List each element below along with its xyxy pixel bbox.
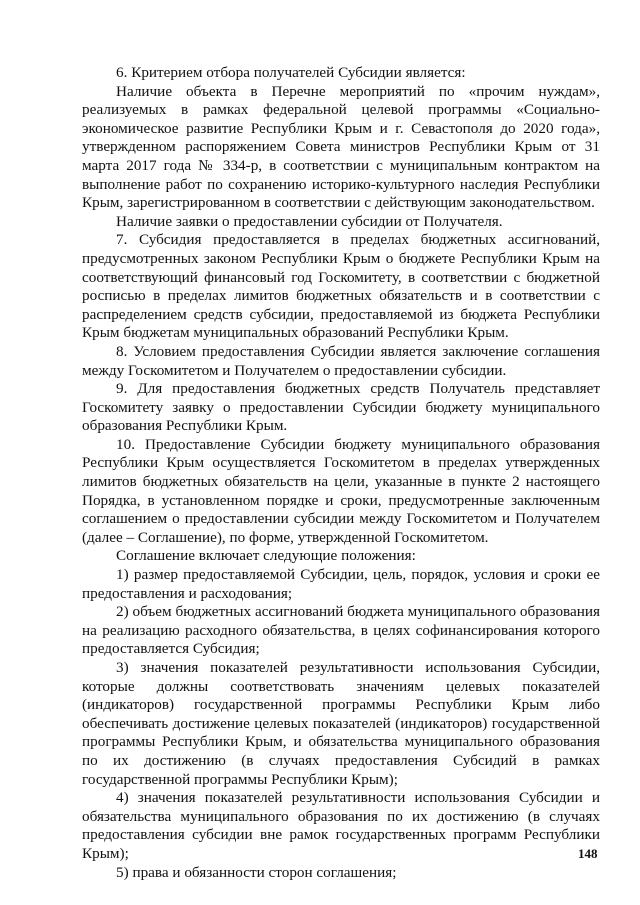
paragraph-subitem-1: 1) размер предоставляемой Субсидии, цель, порядок, условия и сроки ее предоставления и расходования;: [82, 566, 600, 602]
paragraph-item-10: 10. Предоставление Субсидии бюджету муниципального образования Республики Крым осуществляется Госкомитетом в пределах утвержденных лимитов бюджетных обязательств на цели, указанные в пункте 2 настоящего Порядка, в установленном порядке и сроки, предусмотренные заключенным соглашением о предоставлении субсидии между Госкомитетом и Получателем (далее – Соглашение), по форме, утвержденной Госкомитетом.: [82, 435, 600, 546]
paragraph-subitem-5: 5) права и обязанности сторон соглашения;: [116, 863, 397, 881]
paragraph-item-8: 8. Условием предоставления Субсидии является заключение соглашения между Госкомитетом и Получателем о предоставлении субсидии.: [82, 342, 600, 379]
paragraph-subitem-4: 4) значения показателей результативности использования Субсидии и обязательства муниципального образования по их достижению (в случаях предоставления субсидии вне рамок государственных программ Республики Крым);: [82, 789, 600, 862]
paragraph-criteria-heading: 6. Критерием отбора получателей Субсидии является:: [116, 64, 466, 81]
paragraph-subitem-3: 3) значения показателей результативности использования Субсидии, которые должны соответствовать значениям целевых показателей (индикаторов) государственной программы Республики Крым либо обеспечивать достижение целевых показателей (индикаторов) государственной программы Республики Крым, и обязательства муниципального образования по их достижению (в случаях предоставления Субсидий в рамках государственной программы Республики Крым);: [82, 659, 600, 788]
paragraph-object-list: Наличие объекта в Перечне мероприятий по «прочим нуждам», реализуемых в рамках федеральной целевой программы «Социально-экономическое развитие Республики Крым и г. Севастополя до 2020 года», утвержденном распоряжением Совета министров Республики Крым от 31 марта 2017 года № 334-р, в соответствии с муниципальным контрактом на выполнение работ по сохранению историко-культурного наследия Республики Крым, зарегистрированном в соответствии с действующим законодательством.: [82, 82, 600, 212]
paragraph-item-9: 9. Для предоставления бюджетных средств Получатель представляет Госкомитету заявку о предоставлении Субсидии бюджету муниципального образования Республики Крым.: [82, 380, 600, 435]
document-body: [82, 64, 600, 882]
page-number: 148: [578, 846, 598, 861]
paragraph-item-7: 7. Субсидия предоставляется в пределах бюджетных ассигнований, предусмотренных законом Республики Крым о бюджете Республики Крым на соответствующий финансовый год Госкомитету, в соответствии с бюджетной росписью в пределах лимитов бюджетных обязательств и в соответствии с распределением средств субсидии, предоставляемой из бюджета Республики Крым бюджетам муниципальных образований Республики Крым.: [82, 231, 600, 342]
paragraph-subitem-2: 2) объем бюджетных ассигнований бюджета муниципального образования на реализацию расходного обязательства, в целях софинансирования которого предоставляется Субсидия;: [82, 603, 600, 658]
paragraph-agreement-intro: Соглашение включает следующие положения:: [116, 547, 416, 565]
paragraph-application: Наличие заявки о предоставлении субсидии от Получателя.: [116, 212, 503, 230]
